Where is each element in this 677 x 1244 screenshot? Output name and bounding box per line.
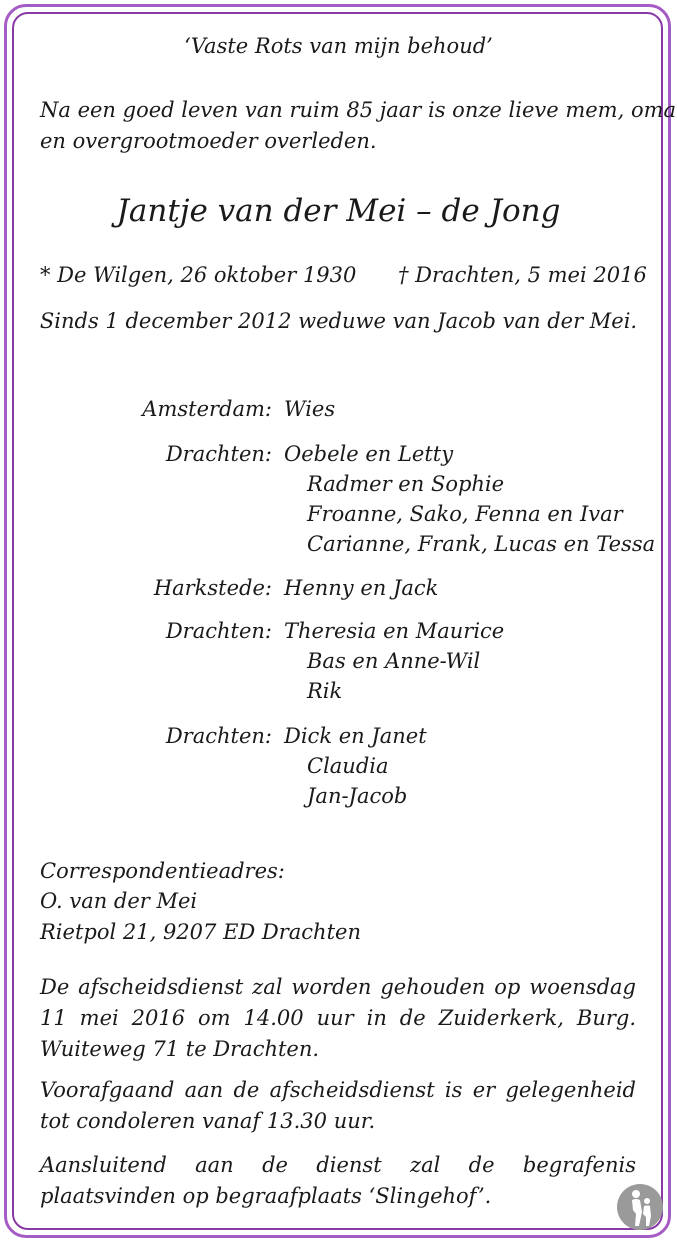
correspondence-address: Rietpol 21, 9207 ED Drachten <box>40 920 361 944</box>
family-place: Harkstede: <box>153 576 272 600</box>
widow-line: Sinds 1 december 2012 weduwe van Jacob van der Mei. <box>39 309 638 333</box>
death-info: † Drachten, 5 mei 2016 <box>398 263 647 287</box>
burial-paragraph: Aansluitend aan de dienst zal de begrafenis plaatsvinden op begraafplaats ‘Slingehof’. <box>40 1153 636 1208</box>
grandchild-line: Radmer en Sophie <box>307 472 505 496</box>
memorial-logo-icon <box>616 1183 664 1231</box>
grandchild-line: Claudia <box>307 754 389 778</box>
condolence-paragraph: Voorafgaand aan de afscheidsdienst is er gelegenheid tot condoleren vanaf 13.30 uur. <box>40 1078 636 1133</box>
grandchild-line: Rik <box>307 679 343 703</box>
grandchild-line: Carianne, Frank, Lucas en Tessa <box>307 532 656 556</box>
family-names: Wies <box>284 397 336 421</box>
family-place: Drachten: <box>165 724 272 748</box>
family-names: Henny en Jack <box>284 576 439 600</box>
correspondence-label: Correspondentieadres: <box>40 859 285 883</box>
family-place: Drachten: <box>165 619 272 643</box>
birth-info: * De Wilgen, 26 oktober 1930 <box>40 263 357 287</box>
family-names: Oebele en Letty <box>284 442 454 466</box>
service-paragraph: De afscheidsdienst zal worden gehouden op woensdag 11 mei 2016 om 14.00 uur in de Zuiderkerk, Burg. Wuiteweg 71 te Drachten. <box>40 975 636 1061</box>
grandchild-line: Bas en Anne-Wil <box>307 649 481 673</box>
grandchild-line: Jan-Jacob <box>307 784 408 808</box>
motto: ‘Vaste Rots van mijn behoud’ <box>184 34 493 58</box>
family-place: Amsterdam: <box>142 397 272 421</box>
family-place: Drachten: <box>165 442 272 466</box>
intro-line-2: en overgrootmoeder overleden. <box>40 129 377 153</box>
correspondence-name: O. van der Mei <box>40 889 198 913</box>
family-names: Dick en Janet <box>284 724 427 748</box>
family-names: Theresia en Maurice <box>284 619 505 643</box>
deceased-name: Jantje van der Mei – de Jong <box>116 193 561 229</box>
intro-line-1: Na een goed leven van ruim 85 jaar is onze lieve mem, oma <box>40 98 677 122</box>
grandchild-line: Froanne, Sako, Fenna en Ivar <box>307 502 623 526</box>
